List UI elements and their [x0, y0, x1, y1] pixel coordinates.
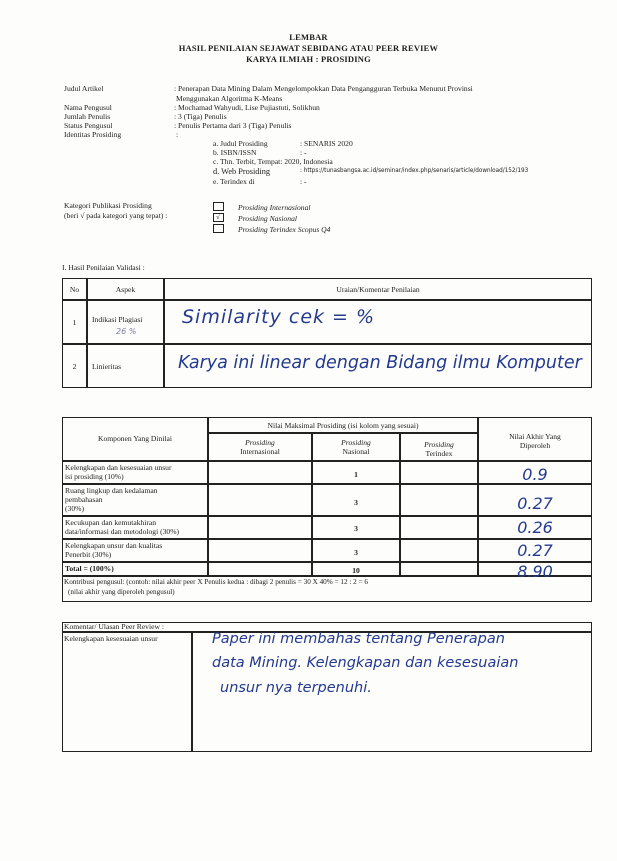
total-nas-value: 10: [352, 566, 360, 575]
row-label-line1: Kelengkapan unsur dan kualitas: [65, 541, 163, 550]
ulasan-hand-line2: data Mining. Kelengkapan dan kesesuaian: [212, 655, 519, 671]
table-row: [65, 541, 162, 559]
row-label-line2: data/informasi dan metodologi (30%): [65, 527, 180, 536]
row-label-line1: Kecukupan dan kemutakhiran: [65, 518, 157, 527]
nas-header-2: Nasional: [342, 447, 370, 456]
ter-header-2: Terindex: [425, 449, 453, 458]
prosiding-judul-value: : SENARIS 2020: [300, 139, 353, 148]
ter-header-1: Prosiding: [424, 440, 454, 449]
row1-nas-value: 1: [354, 470, 358, 479]
kontribusi-line2: (nilai akhir yang diperoleh pengusul): [68, 588, 175, 596]
row1-hand-percent: 26 %: [116, 327, 137, 336]
status-value: : Penulis Pertama dari 3 (Tiga) Penulis: [174, 121, 292, 130]
kategori-label: Kategori Publikasi Prosiding: [64, 201, 152, 210]
row1-no: 1: [72, 318, 77, 327]
ulasan-hand-line1: Paper ini membahas tentang Penerapan: [212, 631, 505, 647]
ulasan-title: Komentar/ Ulasan Peer Review :: [64, 622, 164, 631]
row3-akhir-value: 0.26: [517, 518, 553, 537]
judul-value-2: Menggunakan Algoritma K-Means: [176, 94, 283, 103]
nas-header-1: Prosiding: [341, 438, 371, 447]
row-label-line2: isi prosiding (10%): [65, 472, 124, 481]
checkbox-internasional[interactable]: [213, 202, 224, 211]
opt-internasional: Prosiding Internasional: [238, 203, 311, 212]
validasi-title: I. Hasil Penilaian Validasi :: [62, 263, 145, 272]
row-label-line2: pembahasan: [65, 495, 103, 504]
row4-nas-value: 3: [354, 548, 358, 557]
status-label: Status Pengusul: [64, 121, 113, 130]
table-row: [65, 518, 179, 536]
row2-aspek: Linieritas: [92, 362, 122, 371]
table-row: [65, 463, 172, 481]
row2-nas-value: 3: [354, 498, 358, 507]
row3-nas-value: 3: [354, 524, 358, 533]
doc-title-line3: KARYA ILMIAH : PROSIDING: [246, 54, 371, 64]
opt-nasional: Prosiding Nasional: [238, 214, 297, 223]
checkbox-scopus[interactable]: [213, 224, 224, 233]
row-label-line1: Ruang lingkup dan kedalaman: [65, 486, 158, 495]
index-value: : -: [300, 177, 307, 186]
row4-akhir-value: 0.27: [517, 541, 553, 560]
nilai-maks-header: Nilai Maksimal Prosiding (isi kolom yang sesuai): [267, 421, 419, 430]
akhir-header-2: Diperoleh: [519, 441, 551, 450]
jumlah-label: Jumlah Penulis: [64, 112, 111, 121]
index-label: e. Terindex di: [213, 177, 255, 186]
isbn-label: b. ISBN/ISSN: [213, 148, 257, 157]
kontribusi-line1: Kontribusi pengusul: (contoh: nilai akhir peer X Penulis kedua : dibagi 2 penulis = 30 X 40% = 12 : 2 = 6: [64, 578, 369, 586]
kategori-instruction: (beri √ pada kategori yang tepat) :: [64, 211, 168, 220]
pengusul-value: : Mochamad Wahyudi, Lise Pujiastuti, Solikhun: [174, 103, 320, 112]
table-row: [65, 486, 158, 513]
judul-value: : Penerapan Data Mining Dalam Mengelompokkan Data Pengangguran Terbuka Menurut Provinsi: [174, 84, 473, 93]
terbit-label: c. Thn. Terbit, Tempat: 2020, Indonesia: [213, 157, 333, 166]
web-value[interactable]: : https://tunasbangsa.ac.id/seminar/index.php/senaris/article/download/152/193: [300, 168, 529, 174]
identitas-label: Identitas Prosiding: [64, 130, 122, 139]
row1-aspek: Indikasi Plagiasi: [92, 315, 143, 324]
ulasan-row-label: Kelengkapan kesesuaian unsur: [64, 634, 158, 643]
checkbox-nasional[interactable]: [213, 213, 224, 222]
total-label: Total = (100%): [65, 564, 114, 573]
row-label-line2: Penerbit (30%): [65, 550, 112, 559]
row2-hand-comment: Karya ini linear dengan Bidang ilmu Komputer: [178, 353, 582, 373]
row1-akhir-value: 0.9: [522, 465, 548, 484]
checkmark-icon: √: [216, 213, 220, 221]
jumlah-value: : 3 (Tiga) Penulis: [174, 112, 227, 121]
col-uraian-header: Uraian/Komentar Penilaian: [336, 285, 420, 294]
komponen-header: Komponen Yang Dinilai: [97, 434, 173, 443]
row2-akhir-value: 0.27: [517, 494, 553, 513]
judul-label: Judul Artikel: [64, 84, 104, 93]
opt-scopus: Prosiding Terindex Scopus Q4: [238, 225, 331, 234]
row2-no: 2: [72, 362, 77, 371]
row-label-line3: (30%): [65, 504, 84, 513]
isbn-value: : -: [300, 148, 307, 157]
akhir-header-1: Nilai Akhir Yang: [509, 432, 561, 441]
int-header-2: Internasional: [240, 447, 280, 456]
web-label: d. Web Prosiding: [213, 167, 271, 176]
col-no-header: No: [69, 285, 80, 294]
col-aspek-header: Aspek: [115, 285, 136, 294]
doc-title-line1: LEMBAR: [289, 32, 328, 42]
identitas-colon: :: [176, 130, 179, 139]
int-header-1: Prosiding: [245, 438, 275, 447]
row-label-line1: Kelengkapan dan kesesuaian unsur: [65, 463, 172, 472]
row1-hand-comment: Similarity cek = %: [182, 306, 376, 328]
doc-title-line2: HASIL PENILAIAN SEJAWAT SEBIDANG ATAU PEER REVIEW: [178, 43, 439, 53]
prosiding-judul-label: a. Judul Prosiding: [213, 139, 268, 148]
ulasan-hand-line3: unsur nya terpenuhi.: [220, 680, 372, 696]
total-akhir-value: 8.90: [517, 562, 553, 581]
pengusul-label: Nama Pengusul: [64, 103, 112, 112]
